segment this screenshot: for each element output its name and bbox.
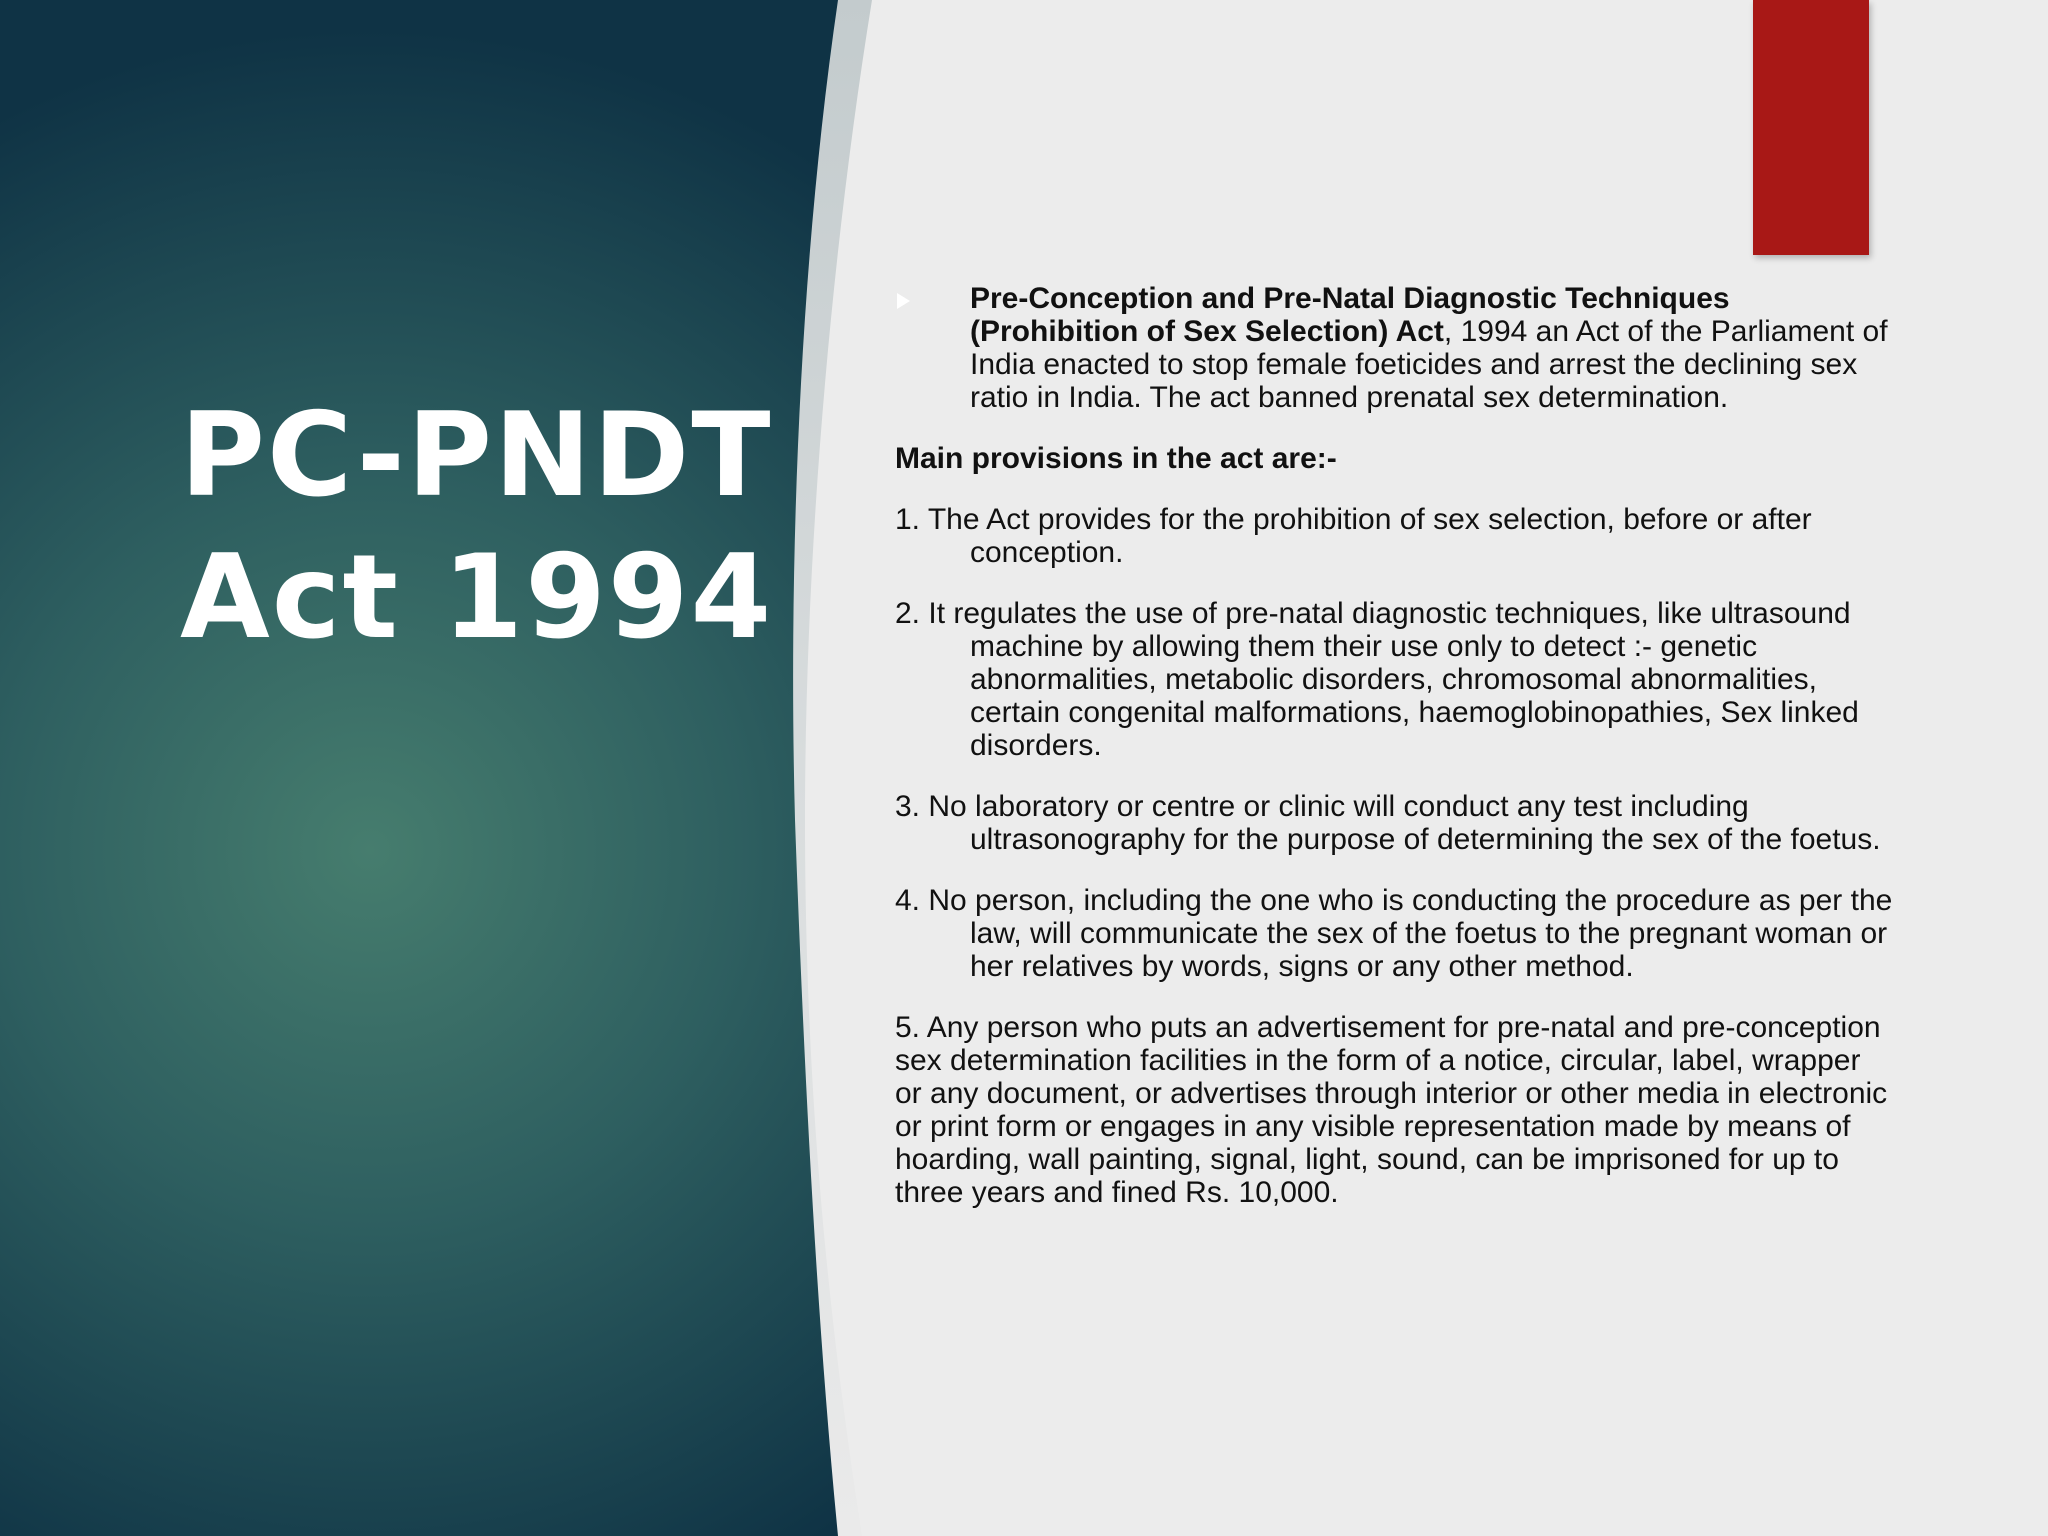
provisions-heading xyxy=(895,442,1895,475)
panel-main xyxy=(0,0,838,1536)
provision-item: 4. No person, including the one who is conducting the procedure as per the law, will communicate the sex of the foetus to the pregnant woman or her relatives by words, signs or any other method. xyxy=(895,884,1893,983)
intro-text: , 1994 an Act of the Parliament of India enacted to stop female foeticides and arrest the declining sex ratio in India. The act banned prenatal sex determination. xyxy=(970,315,1888,414)
intro-paragraph xyxy=(895,282,1895,414)
provisions-heading-text: Main provisions in the act are:- xyxy=(895,442,1337,475)
bullet-triangle-icon xyxy=(897,293,910,309)
provision-item: 2. It regulates the use of pre-natal diagnostic techniques, like ultrasound machine by allowing them their use only to detect :- genetic abnormalities, metabolic disorders, chromosomal abnormalities, certain congenital malformations, haemoglobinopathies, Sex linked disorders. xyxy=(895,597,1859,762)
slide-title xyxy=(180,385,774,669)
act-full-name: Pre-Conception and Pre-Natal Diagnostic Techniques (Prohibition of Sex Selection) Act xyxy=(970,282,1730,348)
provision-item: 3. No laboratory or centre or clinic will conduct any test including ultrasonography for the purpose of determining the sex of the foetus. xyxy=(895,790,1881,856)
provision-item: 1. The Act provides for the prohibition of sex selection, before or after conception. xyxy=(895,503,1812,569)
content-body xyxy=(895,282,1895,1237)
title-line-1: PC-PNDT xyxy=(180,388,773,523)
title-line-2: Act 1994 xyxy=(180,530,774,665)
provision-item: 5. Any person who puts an advertisement for pre-natal and pre-conception sex determination facilities in the form of a notice, circular, label, wrapper or any document, or advertises through interior or other media in electronic or print form or engages in any visible representation made by means of hoarding, wall painting, signal, light, sound, can be imprisoned for up to three years and fined Rs. 10,000. xyxy=(895,1011,1888,1209)
red-accent-tab xyxy=(1753,0,1869,255)
